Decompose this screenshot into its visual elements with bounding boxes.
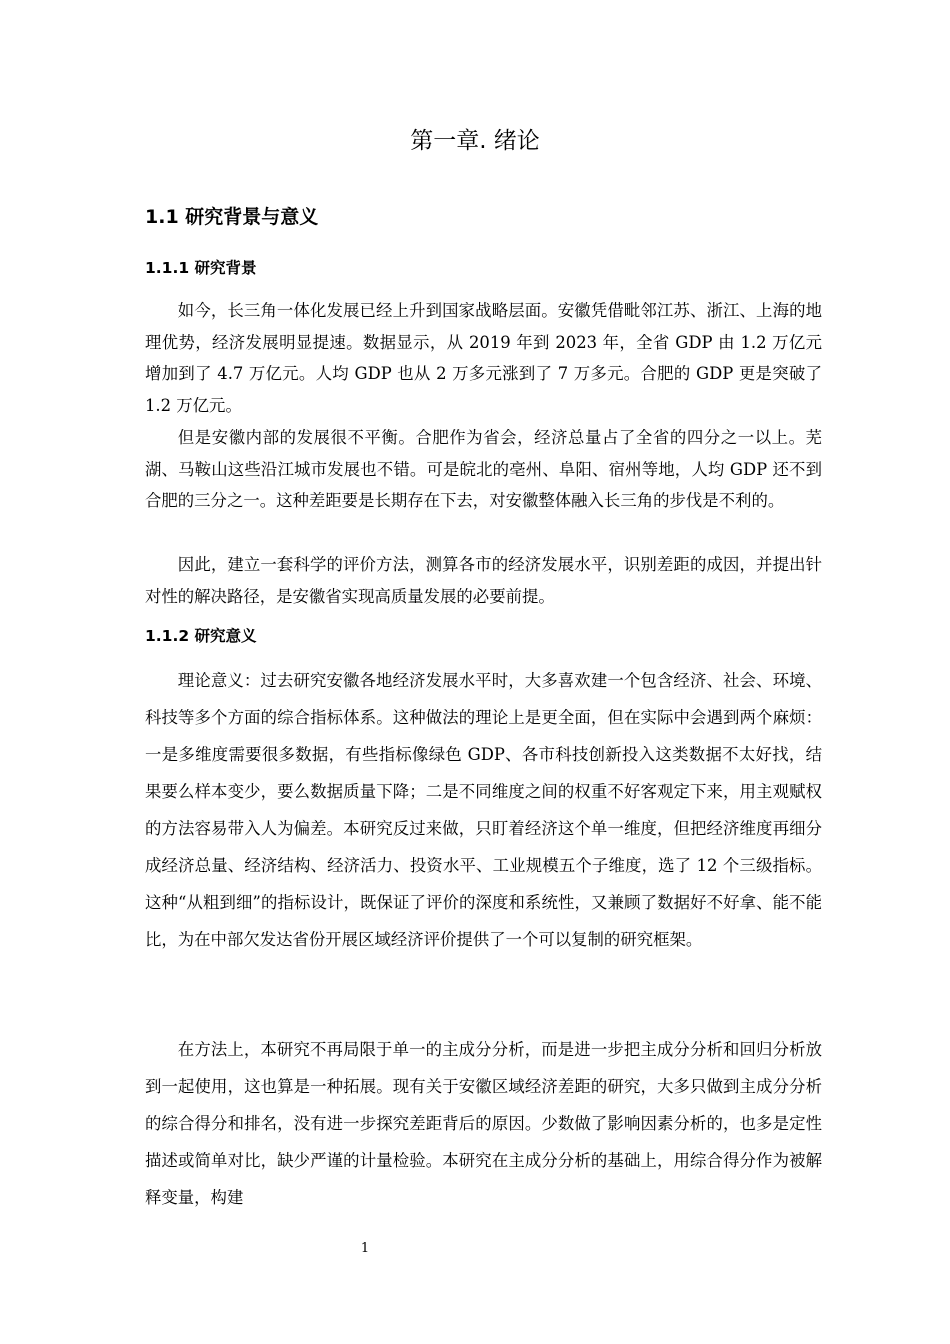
section-heading: 1.1 研究背景与意义 (145, 206, 319, 228)
chapter-title: 第一章. 绪论 (410, 128, 540, 154)
page-number: 1 (360, 1241, 370, 1256)
paragraph: 理论意义：过去研究安徽各地经济发展水平时，大多喜欢建一个包含经济、社会、环境、科技等多个方面的综合指标体系。这种做法的理论上是更全面，但在实际中会遇到两个麻烦：一是多维度需要很多数据，有些指标像绿色 GDP、各市科技创新投入这类数据不太好找，结果要么样本变少，要么数据质量下降；二是不同维度之间的权重不好客观定下来，用主观赋权的方法容易带入人为偏差。本研究反过来做，只盯着经济这个单一维度，但把经济维度再细分成经济总量、经济结构、经济活力、投资水平、工业规模五个子维度，选了 12 个三级指标。这种“从粗到细”的指标设计，既保证了评价的深度和系统性，又兼顾了数据好不好拿、能不能比，为在中部欠发达省份开展区域经济评价提供了一个可以复制的研究框架。 (145, 671, 822, 949)
paragraph: 但是安徽内部的发展很不平衡。合肥作为省会，经济总量占了全省的四分之一以上。芜湖、马鞍山这些沿江城市发展也不错。可是皖北的亳州、阜阳、宿州等地，人均 GDP 还不到合肥的三分之一。这种差距要是长期存在下去，对安徽整体融入长三角的步伐是不利的。 (145, 428, 822, 510)
paragraph: 在方法上，本研究不再局限于单一的主成分分析，而是进一步把主成分分析和回归分析放到一起使用，这也算是一种拓展。现有关于安徽区域经济差距的研究，大多只做到主成分分析的综合得分和排名，没有进一步探究差距背后的原因。少数做了影响因素分析的，也多是定性描述或简单对比，缺少严谨的计量检验。本研究在主成分分析的基础上，用综合得分作为被解释变量，构建 (145, 1040, 822, 1207)
subsection-heading-significance: 1.1.2 研究意义 (145, 627, 257, 645)
subsection-heading-background: 1.1.1 研究背景 (145, 259, 257, 277)
paragraph: 如今，长三角一体化发展已经上升到国家战略层面。安徽凭借毗邻江苏、浙江、上海的地理优势，经济发展明显提速。数据显示，从 2019 年到 2023 年，全省 GDP 由 1.2 万亿元增加到了 4.7 万亿元。人均 GDP 也从 2 万多元涨到了 7 万多元。合肥的 GDP 更是突破了 1.2 万亿元。 (145, 301, 822, 415)
paragraph: 因此，建立一套科学的评价方法，测算各市的经济发展水平，识别差距的成因，并提出针对性的解决路径，是安徽省实现高质量发展的必要前提。 (145, 555, 822, 606)
